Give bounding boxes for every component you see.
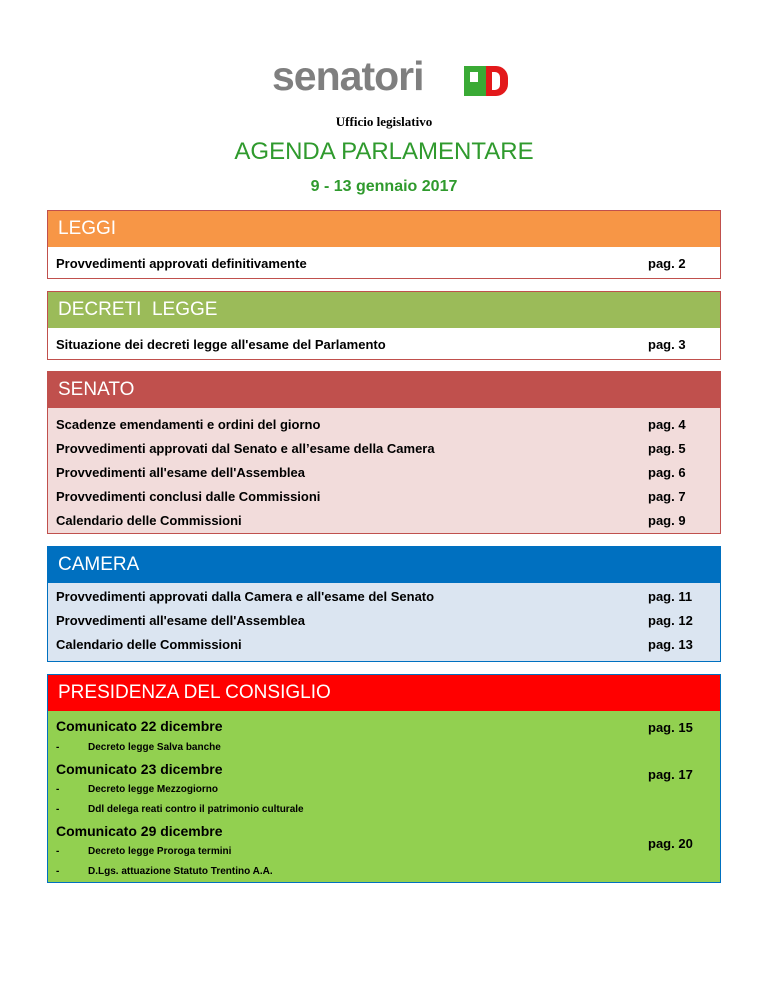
toc-label: Provvedimenti approvati definitivamente: [56, 256, 307, 271]
section-leggi: [47, 210, 721, 279]
section-title: PRESIDENZA DEL CONSIGLIO: [48, 675, 720, 711]
communique-title[interactable]: Comunicato 22 dicembre: [56, 718, 223, 734]
communique-item-label: Decreto legge Mezzogiorno: [88, 784, 219, 795]
section-presidenza: [47, 674, 721, 883]
toc-page: pag. 6: [648, 465, 686, 480]
senatori-pd-logo: [272, 53, 512, 99]
toc-page: pag. 20: [648, 836, 693, 851]
toc-label: Provvedimenti all'esame dell'Assemblea: [56, 465, 305, 480]
toc-label: Calendario delle Commissioni: [56, 637, 242, 652]
communique-title[interactable]: Comunicato 29 dicembre: [56, 823, 223, 839]
toc-page: pag. 17: [648, 767, 693, 782]
date-range: 9 - 13 gennaio 2017: [310, 178, 458, 195]
communique-item-label: Decreto legge Salva banche: [88, 742, 221, 753]
pd-logo-icon: [464, 66, 510, 96]
communique-item: [56, 784, 218, 795]
toc-entry[interactable]: [48, 252, 720, 276]
toc-page: pag. 11: [648, 589, 693, 604]
toc-label: Provvedimenti approvati dalla Camera e all'esame del Senato: [56, 589, 435, 604]
section-title: DECRETI LEGGE: [48, 292, 720, 328]
toc-page: pag. 7: [648, 489, 686, 504]
toc-label: Scadenze emendamenti e ordini del giorno: [56, 417, 321, 432]
communique-title[interactable]: Comunicato 23 dicembre: [56, 761, 223, 777]
communique-item-label: D.Lgs. attuazione Statuto Trentino A.A.: [88, 866, 273, 877]
section-title: CAMERA: [48, 547, 720, 583]
office-name: Ufficio legislativo: [335, 114, 433, 129]
section-title: SENATO: [48, 372, 720, 408]
toc-page: pag. 13: [648, 637, 693, 652]
toc-label: Situazione dei decreti legge all'esame del Parlamento: [56, 337, 386, 352]
toc-entry[interactable]: [48, 609, 720, 633]
communique-item: [56, 742, 221, 753]
toc-label: Provvedimenti conclusi dalle Commissioni: [56, 489, 321, 504]
communique-item: [56, 866, 273, 877]
dash: -: [56, 742, 60, 753]
toc-page: pag. 5: [648, 441, 686, 456]
section-senato: [47, 371, 721, 534]
toc-entry[interactable]: [48, 509, 720, 533]
toc-entry[interactable]: [48, 633, 720, 657]
logo-text: senatori: [272, 53, 424, 99]
section-title: LEGGI: [48, 211, 720, 247]
toc-page: pag. 3: [648, 337, 686, 352]
dash: -: [56, 784, 60, 795]
section-decreti-legge: [47, 291, 721, 360]
toc-entry[interactable]: [48, 413, 720, 437]
toc-label: Calendario delle Commissioni: [56, 513, 242, 528]
toc-label: Provvedimenti approvati dal Senato e all’esame della Camera: [56, 441, 435, 456]
toc-page: pag. 9: [648, 513, 686, 528]
toc-page: pag. 15: [648, 720, 693, 735]
toc-entry[interactable]: [48, 333, 720, 357]
toc-entry[interactable]: [48, 437, 720, 461]
dash: -: [56, 804, 60, 815]
communique-item: [56, 804, 304, 815]
page-title: AGENDA PARLAMENTARE: [234, 138, 534, 165]
communique-item-label: Decreto legge Proroga termini: [88, 846, 232, 857]
toc-entry[interactable]: [48, 461, 720, 485]
toc-label: Provvedimenti all'esame dell'Assemblea: [56, 613, 305, 628]
communique-item: [56, 846, 231, 857]
toc-entry[interactable]: [48, 585, 720, 609]
toc-entry[interactable]: [48, 485, 720, 509]
section-camera: [47, 546, 721, 662]
toc-page: pag. 2: [648, 256, 686, 271]
toc-page: pag. 12: [648, 613, 693, 628]
toc-page: pag. 4: [648, 417, 686, 432]
communique-item-label: Ddl delega reati contro il patrimonio culturale: [88, 804, 304, 815]
dash: -: [56, 866, 60, 877]
dash: -: [56, 846, 60, 857]
